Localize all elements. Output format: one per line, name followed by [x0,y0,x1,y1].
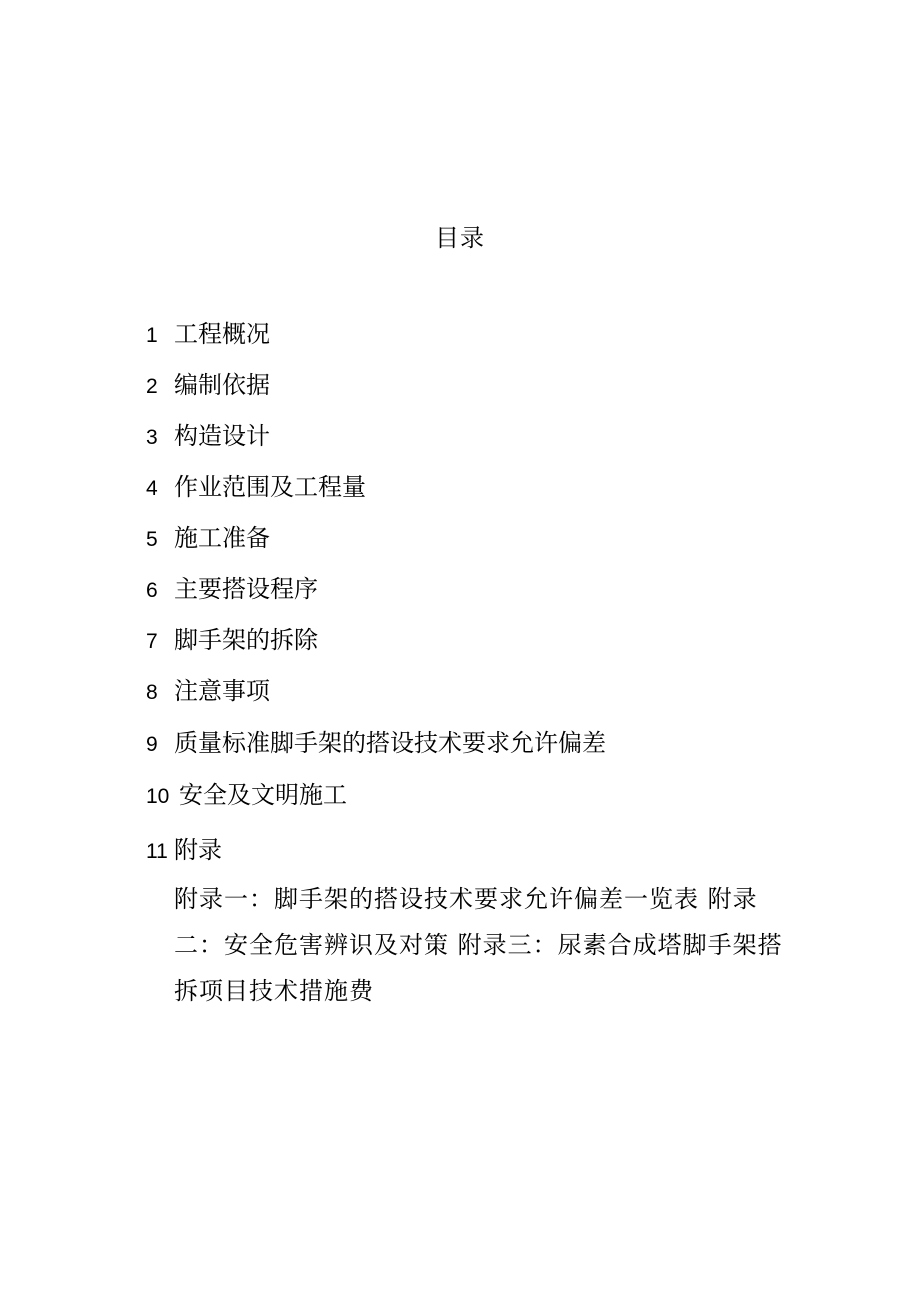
toc-item-text: 主要搭设程序 [174,575,318,603]
toc-item-number: 6 [146,579,158,602]
toc-item-7 [146,622,318,658]
toc-item-4 [146,469,366,505]
toc-item-8 [146,673,270,709]
toc-item-10 [146,777,347,813]
appendix-paragraph: 附录一：脚手架的搭设技术要求允许偏差一览表 附录二：安全危害辨识及对策 附录三：尿素合成塔脚手架搭拆项目技术措施费 [174,885,783,1005]
toc-item-5 [146,520,270,556]
toc-item-number: 9 [146,733,158,756]
toc-item-text: 编制依据 [174,371,270,399]
toc-item-number: 10 [146,785,170,808]
toc-item-text: 构造设计 [174,422,270,450]
toc-item-text: 工程概况 [174,320,270,348]
toc-item-text: 安全及文明施工 [179,781,347,809]
toc-item-2 [146,367,270,403]
toc-item-number: 5 [146,528,158,551]
toc-item-number: 4 [146,477,158,500]
toc-item-text: 质量标准脚手架的搭设技术要求允许偏差 [174,729,606,757]
toc-item-number: 8 [146,681,158,704]
toc-item-9 [146,725,606,761]
toc-item-number: 7 [146,630,158,653]
toc-item-text: 作业范围及工程量 [174,473,366,501]
toc-item-6 [146,571,318,607]
toc-item-text: 注意事项 [174,677,270,705]
toc-item-number: 1 [146,324,158,347]
toc-item-text: 附录 [174,836,222,864]
toc-title: 目录 [435,224,485,252]
toc-item-1 [146,316,270,352]
toc-item-number: 2 [146,375,158,398]
toc-item-3 [146,418,270,454]
toc-item-text: 施工准备 [174,524,270,552]
toc-item-11 [146,832,222,868]
toc-item-text: 脚手架的拆除 [174,626,318,654]
toc-item-number: 11 [146,840,168,863]
toc-item-number: 3 [146,426,158,449]
